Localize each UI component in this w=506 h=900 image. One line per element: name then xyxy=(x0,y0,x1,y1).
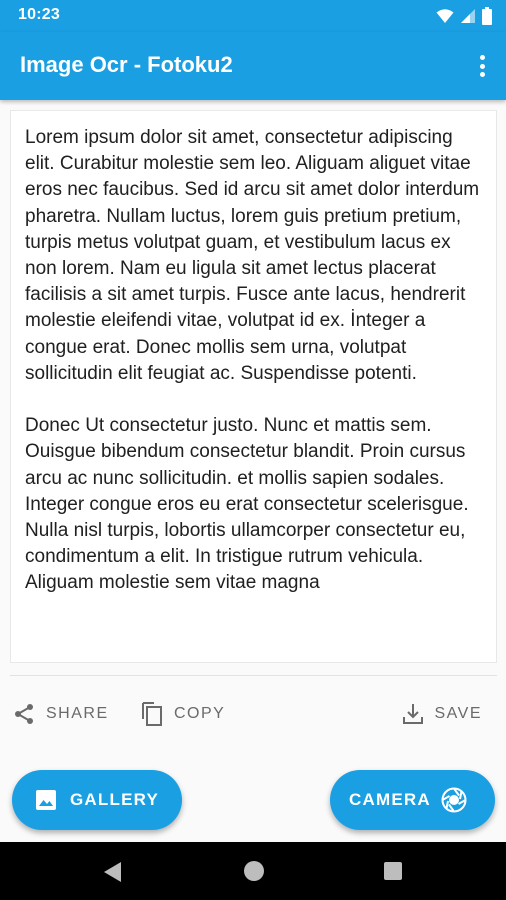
gallery-button[interactable] xyxy=(12,770,182,830)
app-title: Image Ocr - Fotoku2 xyxy=(20,52,233,77)
more-vert-icon[interactable] xyxy=(474,52,490,80)
copy-button[interactable] xyxy=(140,696,225,732)
camera-label: CAMERA xyxy=(349,790,431,809)
gallery-label: GALLERY xyxy=(70,790,159,809)
copy-label: COPY xyxy=(174,705,226,722)
status-icons xyxy=(436,7,492,25)
download-icon xyxy=(401,702,425,726)
home-icon[interactable] xyxy=(244,861,264,881)
camera-shutter-icon xyxy=(441,787,467,813)
signal-icon xyxy=(460,8,476,24)
status-bar xyxy=(0,0,506,32)
battery-icon xyxy=(482,7,492,25)
share-label: SHARE xyxy=(46,705,109,722)
share-button[interactable] xyxy=(12,696,109,732)
divider xyxy=(10,675,497,676)
save-label: SAVE xyxy=(434,705,482,722)
status-time: 10:23 xyxy=(18,6,60,23)
save-button[interactable] xyxy=(401,696,483,732)
ocr-text-card[interactable] xyxy=(10,110,497,663)
ocr-result-text[interactable]: Lorem ipsum dolor sit amet, consectetur adipiscing elit. Curabitur molestie sem leo. Aliguam aliguet vitae eros nec faucibus. Sed id arcu sit amet dolor interdum pharetra. Nullam luctus, lorem guis pretium pretium, turpis metus volutpat guam, et vestibulum lacus ex non lorem. Nam eu ligula sit amet lectus placerat facilisis a sit amet turpis. Fusce ante lacus, hendrerit molestie eleifendi vitae, volutpat id ex. İnteger a congue erat. Donec mollis sem urna, volutpat sollicitudin elit feugiat ac. Suspendisse potenti. Donec Ut consectetur justo. Nunc et mattis sem. Ouisgue bibendum consectetur blandit. Proin cursus arcu ac nunc sollicitudin. et mollis sapien sodales. Integer congue eros eu erat consectetur scelerisgue. Nulla nisl turpis, lobortis ullamcorper consectetur eu, condimentum a elit. In tristigue rutrum vehicula. Aliguam molestie sem vitae magna xyxy=(25,127,480,594)
recent-apps-icon[interactable] xyxy=(384,862,402,880)
wifi-icon xyxy=(436,8,454,24)
app-bar xyxy=(0,32,506,100)
share-icon xyxy=(12,702,36,726)
image-icon xyxy=(34,788,58,812)
system-nav-bar xyxy=(0,842,506,900)
action-row xyxy=(0,696,506,732)
back-icon[interactable] xyxy=(103,861,123,883)
camera-button[interactable] xyxy=(330,770,495,830)
copy-icon xyxy=(140,701,164,727)
